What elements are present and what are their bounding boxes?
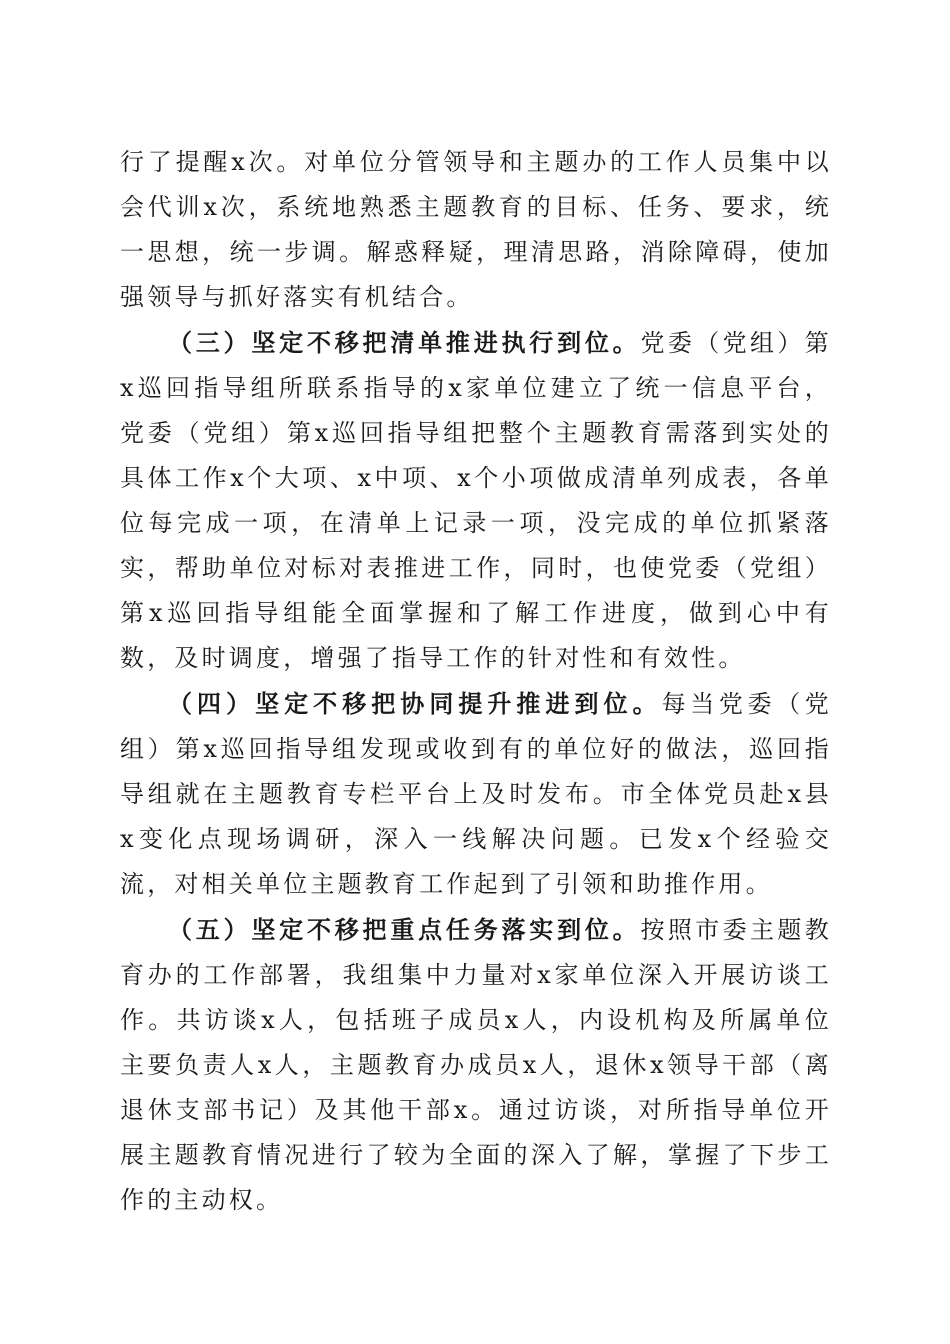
paragraph-3: [120, 681, 832, 907]
document-page: [120, 140, 832, 1223]
paragraph-3-heading: （四）坚定不移把协同提升推进到位。: [168, 689, 662, 718]
paragraph-4: [120, 907, 832, 1223]
paragraph-4-body: 按照市委主题教育办的工作部署，我组集中力量对x家单位深入开展访谈工作。共访谈x人，包括班子成员x人，内设机构及所属单位主要负责人x人，主题教育办成员x人，退休x领导干部（离退休支部书记）及其他干部x。通过访谈，对所指导单位开展主题教育情况进行了较为全面的深入了解，掌握了下步工作的主动权。: [120, 916, 832, 1214]
paragraph-2: [120, 320, 832, 681]
paragraph-3-body: 每当党委（党组）第x巡回指导组发现或收到有的单位好的做法，巡回指导组就在主题教育专栏平台上及时发布。市全体党员赴x县x变化点现场调研，深入一线解决问题。已发x个经验交流，对相关单位主题教育工作起到了引领和助推作用。: [120, 690, 833, 898]
paragraph-2-body: 党委（党组）第x巡回指导组所联系指导的x家单位建立了统一信息平台，党委（党组）第x巡回指导组把整个主题教育需落到实处的具体工作x个大项、x中项、x个小项做成清单列成表，各单位每完成一项，在清单上记录一项，没完成的单位抓紧落实，帮助单位对标对表推进工作，同时，也使党委（党组）第x巡回指导组能全面掌握和了解工作进度，做到心中有数，及时调度，增强了指导工作的针对性和有效性。: [120, 329, 832, 672]
paragraph-4-heading: （五）坚定不移把重点任务落实到位。: [168, 915, 641, 944]
paragraph-1-body: 行了提醒x次。对单位分管领导和主题办的工作人员集中以会代训x次，系统地熟悉主题教育的目标、任务、要求，统一思想，统一步调。解惑释疑，理清思路，消除障碍，使加强领导与抓好落实有机结合。: [120, 148, 832, 311]
paragraph-1: [120, 140, 832, 320]
paragraph-2-heading: （三）坚定不移把清单推进执行到位。: [168, 328, 641, 357]
